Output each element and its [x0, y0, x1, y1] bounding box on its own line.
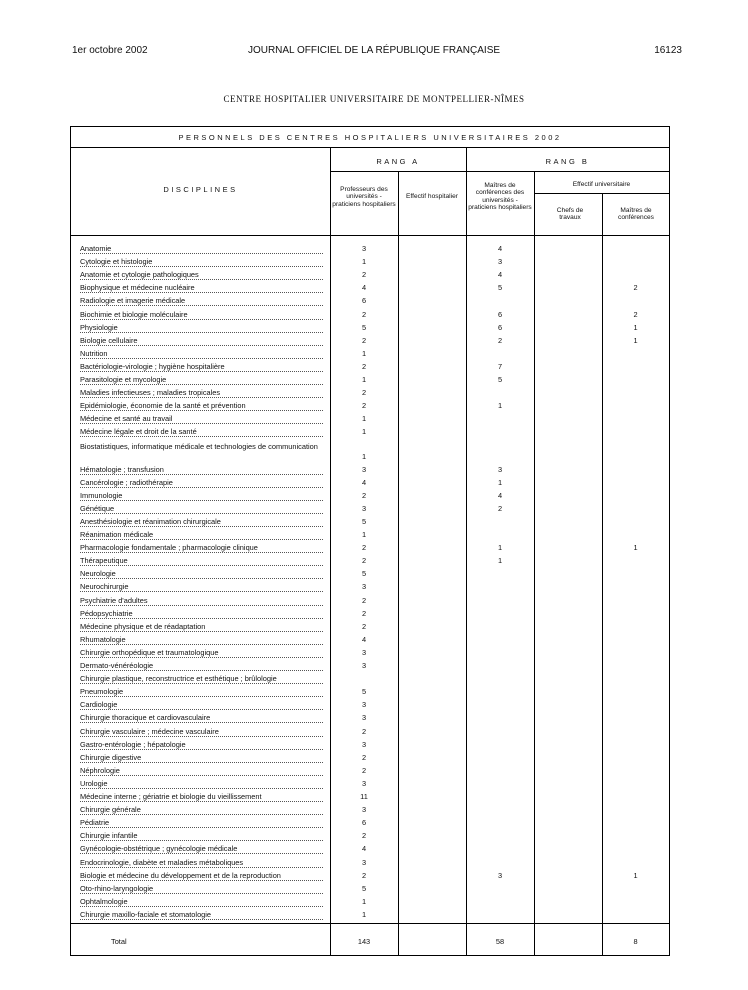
discipline-label: Dermato-vénéréologie: [80, 661, 154, 670]
professeurs-value: 2: [361, 270, 367, 280]
discipline-label: Neurologie: [80, 569, 116, 579]
discipline-label: Nutrition: [80, 348, 108, 358]
professeurs-value: 4: [361, 844, 367, 854]
discipline-label: Radiologie et imagerie médicale: [80, 296, 186, 306]
professeurs-value: 3: [361, 805, 367, 815]
professeurs-value: 5: [361, 322, 367, 332]
professeurs-value: 3: [361, 700, 367, 710]
discipline-label: Néphrologie: [80, 765, 120, 775]
discipline-name: [80, 648, 323, 661]
table-row: [71, 596, 669, 609]
discipline-name: [80, 910, 323, 923]
maitres-conferences-ph-value: 6: [497, 309, 503, 319]
professeurs-value: 3: [361, 582, 367, 592]
discipline-name: [80, 427, 323, 440]
discipline-name: [80, 609, 323, 622]
header-page-number: 16123: [654, 45, 682, 56]
table-row: [71, 779, 669, 792]
maitres-conferences-ph-value: 2: [497, 503, 503, 513]
discipline-label: Chirurgie vasculaire ; médecine vasculaire: [80, 726, 219, 736]
table-row: [71, 504, 669, 517]
maitres-conferences-ph-value: 4: [497, 490, 503, 500]
discipline-name: [80, 504, 323, 517]
table-row: [71, 713, 669, 726]
discipline-label: Médecine et santé au travail: [80, 414, 173, 424]
discipline-label: Biologie et médecine du développement et de la reproduction: [80, 870, 281, 880]
professeurs-value: 1: [361, 348, 367, 358]
total-maitres-de-conferences: 8: [633, 937, 638, 946]
table-row: [71, 740, 669, 753]
discipline-name: [80, 441, 323, 465]
discipline-label: Cytologie et histologie: [80, 257, 153, 267]
discipline-label: Physiologie: [80, 322, 118, 332]
discipline-name: [80, 700, 323, 713]
discipline-label: Gastro-entérologie ; hépatologie: [80, 739, 186, 749]
table-row: [71, 478, 669, 491]
maitres-conferences-ph-value: 4: [497, 270, 503, 280]
discipline-name: [80, 740, 323, 753]
table-row: [71, 622, 669, 635]
table-row: [71, 323, 669, 336]
maitres-conferences-ph-value: 1: [497, 401, 503, 411]
discipline-name: [80, 844, 323, 857]
maitres-conferences-ph-value: 3: [497, 870, 503, 880]
discipline-name: [80, 244, 323, 257]
discipline-name: [80, 283, 323, 296]
table-row: [71, 296, 669, 309]
discipline-name: [80, 897, 323, 910]
professeurs-value: 2: [361, 335, 367, 345]
professeurs-value: 1: [361, 414, 367, 424]
professeurs-value: 5: [361, 883, 367, 893]
discipline-label: Médecine légale et droit de la santé: [80, 427, 197, 437]
table-row: [71, 375, 669, 388]
discipline-name: [80, 884, 323, 897]
discipline-name: [80, 323, 323, 336]
discipline-name: [80, 478, 323, 491]
table-row: [71, 635, 669, 648]
discipline-label: Anatomie: [80, 244, 112, 253]
table-row: [71, 897, 669, 910]
professeurs-value: 3: [361, 464, 367, 474]
maitres-conferences-ph-value: 1: [497, 477, 503, 487]
discipline-label: Immunologie: [80, 490, 123, 500]
maitres-conferences-ph-value: 1: [497, 556, 503, 566]
professeurs-value: 3: [361, 647, 367, 657]
discipline-label: Urologie: [80, 778, 108, 788]
discipline-name: [80, 401, 323, 414]
professeurs-value: 2: [361, 388, 367, 398]
table-row: [71, 831, 669, 844]
discipline-label: Pharmacologie fondamentale ; pharmacologie clinique: [80, 543, 258, 553]
professeurs-value: 1: [361, 451, 367, 461]
discipline-label: Neurochirurgie: [80, 582, 129, 592]
discipline-name: [80, 388, 323, 401]
table-row: [71, 517, 669, 530]
table-title: PERSONNELS DES CENTRES HOSPITALIERS UNIVERSITAIRES 2002: [178, 133, 562, 142]
discipline-name: [80, 727, 323, 740]
maitres-conferences-ph-column-header: Maîtres de conférences des universités - praticiens hospitaliers: [468, 182, 532, 212]
discipline-name: [80, 296, 323, 309]
table-row: [71, 556, 669, 569]
discipline-label: Cardiologie: [80, 700, 118, 710]
professeurs-value: 6: [361, 296, 367, 306]
table-row: [71, 401, 669, 414]
discipline-label: Chirurgie thoracique et cardiovasculaire: [80, 713, 211, 723]
professeurs-value: 2: [361, 556, 367, 566]
discipline-name: [80, 871, 323, 884]
professeurs-value: 3: [361, 857, 367, 867]
discipline-label: Bactériologie-virologie ; hygiène hospitalière: [80, 361, 225, 371]
table-row: [71, 530, 669, 543]
discipline-name: [80, 336, 323, 349]
header-date: 1er octobre 2002: [72, 45, 148, 56]
discipline-name: [80, 622, 323, 635]
professeurs-value: 2: [361, 608, 367, 618]
discipline-name: [80, 465, 323, 478]
discipline-label: Oto-rhino-laryngologie: [80, 883, 154, 893]
discipline-name: [80, 661, 323, 674]
professeurs-value: 1: [361, 375, 367, 384]
discipline-name: [80, 831, 323, 844]
rank-b-header: RANG B: [545, 157, 590, 166]
professeurs-value: 4: [361, 477, 367, 487]
maitres-de-conferences-value: 2: [633, 283, 638, 293]
total-maitres-conferences-ph: 58: [495, 937, 505, 946]
maitres-conferences-ph-value: 3: [497, 257, 503, 267]
discipline-name: [80, 805, 323, 818]
table-row: [71, 244, 669, 257]
discipline-label: Biostatistiques, informatique médicale et technologies de communication: [80, 441, 318, 451]
discipline-label: Chirurgie digestive: [80, 752, 142, 762]
discipline-label: Psychiatrie d'adultes: [80, 595, 148, 605]
maitres-conferences-ph-value: 1: [497, 543, 503, 553]
table-row: [71, 674, 669, 687]
maitres-de-conferences-value: 1: [633, 335, 638, 345]
discipline-name: [80, 635, 323, 648]
professeurs-column-header: Professeurs des universités - praticiens hospitaliers: [332, 186, 396, 208]
total-professeurs: 143: [357, 937, 371, 946]
discipline-label: Maladies infectieuses ; maladies tropicales: [80, 388, 221, 398]
discipline-label: Cancérologie ; radiothérapie: [80, 477, 173, 487]
table-row: [71, 336, 669, 349]
discipline-name: [80, 779, 323, 792]
discipline-label: Chirurgie infantile: [80, 831, 138, 841]
discipline-name: [80, 792, 323, 805]
maitres-de-conferences-value: 1: [633, 870, 638, 880]
discipline-name: [80, 362, 323, 375]
maitres-conferences-ph-value: 4: [497, 244, 503, 253]
table-row: [71, 491, 669, 504]
table-row: [71, 310, 669, 323]
professeurs-value: 5: [361, 516, 367, 526]
professeurs-value: 2: [361, 726, 367, 736]
table-row: [71, 687, 669, 700]
discipline-label: Chirurgie générale: [80, 805, 141, 815]
discipline-name: [80, 569, 323, 582]
professeurs-value: 3: [361, 739, 367, 749]
discipline-label: Pneumologie: [80, 687, 124, 697]
professeurs-value: 1: [361, 257, 367, 267]
discipline-name: [80, 517, 323, 530]
maitres-conferences-ph-value: 3: [497, 464, 503, 474]
professeurs-value: 2: [361, 309, 367, 319]
professeurs-value: 1: [361, 909, 367, 919]
professeurs-value: 2: [361, 765, 367, 775]
discipline-name: [80, 582, 323, 595]
professeurs-value: 3: [361, 661, 367, 670]
table-row: [71, 465, 669, 478]
table-row: [71, 543, 669, 556]
table-row: [71, 388, 669, 401]
maitres-conferences-ph-value: 5: [497, 283, 503, 293]
professeurs-value: 11: [360, 792, 368, 801]
discipline-label: Pédopsychiatrie: [80, 608, 133, 618]
professeurs-value: 2: [361, 401, 367, 411]
table-row: [71, 858, 669, 871]
discipline-name: [80, 713, 323, 726]
professeurs-value: 2: [361, 595, 367, 605]
discipline-name: [80, 766, 323, 779]
discipline-label: Endocrinologie, diabète et maladies métaboliques: [80, 857, 244, 867]
professeurs-value: 2: [361, 870, 367, 880]
discipline-label: Médecine physique et de réadaptation: [80, 621, 206, 631]
total-label: Total: [111, 937, 127, 946]
table-row: [71, 871, 669, 884]
professeurs-value: 2: [361, 490, 367, 500]
professeurs-value: 3: [361, 713, 367, 723]
maitres-de-conferences-value: 1: [633, 322, 638, 332]
table-row: [71, 910, 669, 923]
table-row: [71, 283, 669, 296]
table-row: [71, 257, 669, 270]
discipline-label: Anatomie et cytologie pathologiques: [80, 270, 199, 280]
table-row: [71, 753, 669, 766]
header-journal-title: JOURNAL OFFICIEL DE LA RÉPUBLIQUE FRANÇAISE: [247, 45, 501, 56]
professeurs-value: 2: [361, 752, 367, 762]
discipline-label: Rhumatologie: [80, 634, 126, 644]
discipline-name: [80, 310, 323, 323]
professeurs-value: 5: [361, 687, 367, 697]
discipline-name: [80, 530, 323, 543]
table-row: [71, 569, 669, 582]
professeurs-value: 2: [361, 621, 367, 631]
discipline-name: [80, 687, 323, 700]
discipline-name: [80, 556, 323, 569]
discipline-label: Ophtalmologie: [80, 896, 128, 906]
discipline-name: [80, 270, 323, 283]
table-row: [71, 766, 669, 779]
discipline-name: [80, 375, 323, 388]
discipline-label: Génétique: [80, 503, 115, 513]
discipline-label: Médecine interne ; gériatrie et biologie du vieillissement: [80, 792, 262, 801]
discipline-name: [80, 257, 323, 270]
table-row: [71, 818, 669, 831]
discipline-name: [80, 674, 323, 687]
discipline-label: Chirurgie maxillo-faciale et stomatologie: [80, 909, 212, 919]
professeurs-value: 2: [361, 831, 367, 841]
table-row: [71, 349, 669, 362]
document-subtitle: CENTRE HOSPITALIER UNIVERSITAIRE DE MONTPELLIER-NÎMES: [223, 94, 525, 104]
professeurs-value: 4: [361, 283, 367, 293]
maitres-conferences-ph-value: 6: [497, 322, 503, 332]
maitres-conferences-ph-value: 5: [497, 375, 503, 384]
table-row: [71, 441, 669, 465]
table-row: [71, 700, 669, 713]
maitres-de-conferences-value: 2: [633, 309, 638, 319]
maitres-de-conferences-value: 1: [633, 543, 638, 553]
professeurs-value: 4: [361, 634, 367, 644]
table-row: [71, 805, 669, 818]
discipline-name: [80, 753, 323, 766]
professeurs-value: 3: [361, 503, 367, 513]
discipline-label: Biologie cellulaire: [80, 335, 138, 345]
discipline-name: [80, 596, 323, 609]
table-row: [71, 648, 669, 661]
maitres-conferences-ph-value: 2: [497, 335, 503, 345]
table-row: [71, 884, 669, 897]
professeurs-value: 5: [361, 569, 367, 579]
professeurs-value: 1: [361, 427, 367, 437]
discipline-label: Réanimation médicale: [80, 530, 154, 539]
professeurs-value: 1: [361, 530, 367, 539]
rank-a-header: RANG A: [376, 157, 420, 166]
chefs-de-travaux-column-header: Chefs de travaux: [556, 207, 584, 222]
discipline-name: [80, 414, 323, 427]
disciplines-header: DISCIPLINES: [163, 185, 238, 194]
table-row: [71, 270, 669, 283]
discipline-label: Gynécologie-obstétrique ; gynécologie médicale: [80, 844, 238, 854]
discipline-label: Anesthésiologie et réanimation chirurgicale: [80, 516, 221, 526]
professeurs-value: 1: [361, 896, 367, 906]
professeurs-value: 6: [361, 818, 367, 828]
discipline-name: [80, 818, 323, 831]
professeurs-value: 3: [361, 244, 367, 253]
professeurs-value: 3: [361, 778, 367, 788]
maitres-conferences-ph-value: 7: [497, 361, 503, 371]
table-row: [71, 844, 669, 857]
effectif-hospitalier-column-header: Effectif hospitalier: [406, 193, 458, 200]
discipline-name: [80, 543, 323, 556]
discipline-label: Biophysique et médecine nucléaire: [80, 283, 195, 293]
discipline-label: Pédiatrie: [80, 818, 110, 828]
discipline-label: Parasitologie et mycologie: [80, 375, 167, 384]
effectif-universitaire-header: Effectif universitaire: [572, 181, 631, 188]
table-row: [71, 661, 669, 674]
table-row: [71, 727, 669, 740]
professeurs-value: 2: [361, 543, 367, 553]
table-row: [71, 792, 669, 805]
discipline-label: Chirurgie orthopédique et traumatologique: [80, 647, 219, 657]
discipline-name: [80, 349, 323, 362]
discipline-label: Thérapeutique: [80, 556, 128, 566]
staff-table: [70, 126, 670, 956]
discipline-label: Biochimie et biologie moléculaire: [80, 309, 188, 319]
table-row: [71, 582, 669, 595]
discipline-name: [80, 858, 323, 871]
maitres-de-conferences-column-header: Maîtres de conférences: [618, 207, 654, 222]
table-row: [71, 609, 669, 622]
discipline-label: Chirurgie plastique, reconstructrice et esthétique ; brûlologie: [80, 674, 277, 684]
discipline-label: Hématologie ; transfusion: [80, 464, 164, 474]
discipline-label: Epidémiologie, économie de la santé et prévention: [80, 401, 246, 411]
discipline-name: [80, 491, 323, 504]
table-row: [71, 414, 669, 427]
table-row: [71, 427, 669, 440]
professeurs-value: 2: [361, 361, 367, 371]
table-row: [71, 362, 669, 375]
